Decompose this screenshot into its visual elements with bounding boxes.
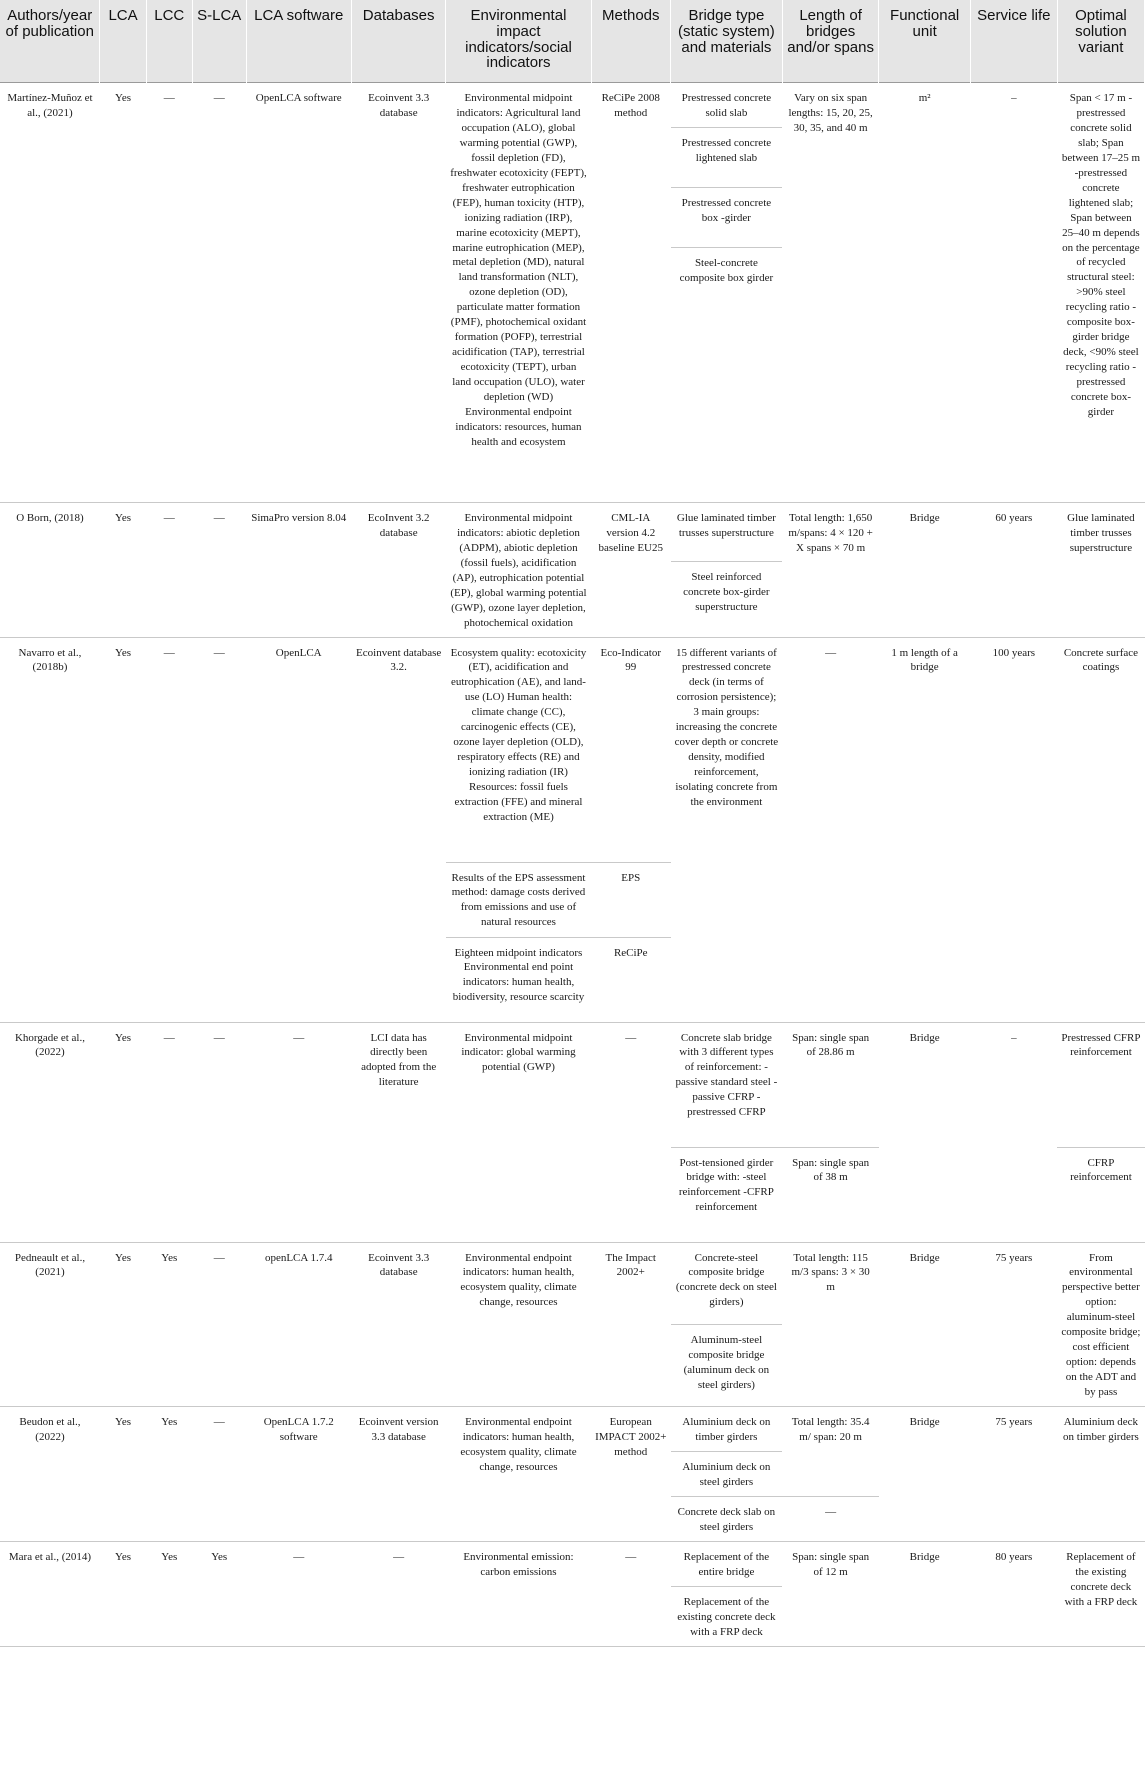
header-authors: Authors/year of publication <box>0 0 100 83</box>
cell-functional-unit: Bridge <box>879 1022 970 1242</box>
cell-optimal: Replacement of the existing concrete deck with a FRP deck <box>1057 1542 1144 1647</box>
cell-methods: ReCiPe 2008 method <box>591 83 671 503</box>
cell-author: Navarro et al., (2018b) <box>0 637 100 1022</box>
cell-bridge-type: Prestressed concrete lightened slab <box>671 127 783 187</box>
cell-bridge-type: Prestressed concrete solid slab <box>671 83 783 128</box>
cell-software: SimaPro version 8.04 <box>246 502 351 637</box>
cell-functional-unit: Bridge <box>879 1542 970 1647</box>
cell-functional-unit: Bridge <box>879 1407 970 1542</box>
cell-functional-unit: Bridge <box>879 1242 970 1407</box>
table-row <box>0 1242 1145 1324</box>
cell-lca: Yes <box>100 83 146 503</box>
cell-functional-unit: 1 m length of a bridge <box>879 637 970 1022</box>
cell-slca: — <box>192 1022 246 1242</box>
cell-lca: Yes <box>100 1022 146 1242</box>
cell-methods: — <box>591 1542 671 1647</box>
cell-bridge-type: Aluminium deck on steel girders <box>671 1452 783 1497</box>
cell-service-life: 80 years <box>970 1542 1057 1647</box>
cell-methods: ReCiPe <box>591 937 671 1022</box>
cell-service-life: – <box>970 1022 1057 1242</box>
header-service-life: Service life <box>970 0 1057 83</box>
cell-database: Ecoinvent database 3.2. <box>351 637 446 1022</box>
cell-slca: — <box>192 502 246 637</box>
cell-indicators: Results of the EPS assessment method: damage costs derived from emissions and use of natural resources <box>446 862 591 937</box>
cell-service-life: 60 years <box>970 502 1057 637</box>
cell-bridge-type: Steel-concrete composite box girder <box>671 247 783 502</box>
cell-bridge-type: Glue laminated timber trusses superstructure <box>671 502 783 561</box>
cell-optimal: Glue laminated timber trusses superstructure <box>1057 502 1144 637</box>
cell-author: Khorgade et al., (2022) <box>0 1022 100 1242</box>
cell-software: openLCA 1.7.4 <box>246 1242 351 1407</box>
cell-length: Total length: 1,650 m/spans: 4 × 120 + X spans × 70 m <box>782 502 879 637</box>
cell-indicators: Environmental midpoint indicator: global warming potential (GWP) <box>446 1022 591 1242</box>
cell-slca: — <box>192 637 246 1022</box>
cell-lcc: Yes <box>146 1542 192 1647</box>
cell-functional-unit: m² <box>879 83 970 503</box>
cell-indicators: Ecosystem quality: ecotoxicity (ET), acidification and eutrophication (AE), and land-use (LO) Human health: climate change (CC), carcinogenic effects (CE), ozone layer depletion (OLD), respiratory effects (RE) and ionizing radiation (IR) Resources: fossil fuels extraction (FFE) and mineral extraction (ME) <box>446 637 591 862</box>
cell-length: — <box>782 637 879 1022</box>
cell-lcc: Yes <box>146 1242 192 1407</box>
cell-lca: Yes <box>100 502 146 637</box>
cell-optimal: CFRP reinforcement <box>1057 1147 1144 1242</box>
cell-bridge-type: Steel reinforced concrete box-girder superstructure <box>671 562 783 637</box>
header-methods: Methods <box>591 0 671 83</box>
header-optimal: Optimal solution variant <box>1057 0 1144 83</box>
cell-lca: Yes <box>100 1542 146 1647</box>
cell-indicators: Environmental endpoint indicators: human health, ecosystem quality, climate change, resources <box>446 1407 591 1542</box>
cell-optimal: Span < 17 m - prestressed concrete solid slab; Span between 17–25 m -prestressed concrete lightened slab; Span between 25–40 m depends on the percentage of recycled structural steel: >90% steel recycling ratio - composite box-girder bridge deck, <90% steel recycling ratio - prestressed concrete box-girder <box>1057 83 1144 503</box>
cell-length: Span: single span of 38 m <box>782 1147 879 1242</box>
cell-indicators: Environmental emission: carbon emissions <box>446 1542 591 1647</box>
header-indicators: Environmental impact indicators/social indicators <box>446 0 591 83</box>
cell-functional-unit: Bridge <box>879 502 970 637</box>
cell-bridge-type: Aluminum-steel composite bridge (aluminum deck on steel girders) <box>671 1324 783 1406</box>
cell-lca: Yes <box>100 1242 146 1407</box>
header-slca: S-LCA <box>192 0 246 83</box>
cell-database: Ecoinvent version 3.3 database <box>351 1407 446 1542</box>
cell-author: Beudon et al., (2022) <box>0 1407 100 1542</box>
table-row <box>0 637 1145 862</box>
cell-methods: European IMPACT 2002+ method <box>591 1407 671 1542</box>
cell-bridge-type: Post-tensioned girder bridge with: -steel reinforcement -CFRP reinforcement <box>671 1147 783 1242</box>
cell-database: Ecoinvent 3.3 database <box>351 1242 446 1407</box>
header-lca-software: LCA software <box>246 0 351 83</box>
cell-lcc: — <box>146 502 192 637</box>
cell-lca: Yes <box>100 1407 146 1542</box>
cell-length: Vary on six span lengths: 15, 20, 25, 30, 35, and 40 m <box>782 83 879 503</box>
cell-database: — <box>351 1542 446 1647</box>
cell-length: Total length: 35.4 m/ span: 20 m <box>782 1407 879 1497</box>
table-row <box>0 1022 1145 1147</box>
cell-bridge-type: 15 different variants of prestressed concrete deck (in terms of corrosion persistence); 3 main groups: increasing the concrete cover depth or concrete density, modified reinforcement, isolating concrete from the environment <box>671 637 783 1022</box>
cell-bridge-type: Concrete deck slab on steel girders <box>671 1497 783 1542</box>
table-row <box>0 1542 1145 1587</box>
cell-optimal: From environmental perspective better option: aluminum-steel composite bridge; cost efficient option: depends on the ADT and by pass <box>1057 1242 1144 1407</box>
cell-software: OpenLCA software <box>246 83 351 503</box>
cell-lcc: — <box>146 637 192 1022</box>
cell-slca: Yes <box>192 1542 246 1647</box>
cell-database: LCI data has directly been adopted from the literature <box>351 1022 446 1242</box>
header-functional-unit: Functional unit <box>879 0 970 83</box>
cell-methods: Eco-Indicator 99 <box>591 637 671 862</box>
cell-service-life: 75 years <box>970 1242 1057 1407</box>
cell-author: Pedneault et al., (2021) <box>0 1242 100 1407</box>
cell-bridge-type: Prestressed concrete box -girder <box>671 187 783 247</box>
header-lcc: LCC <box>146 0 192 83</box>
cell-author: Mara et al., (2014) <box>0 1542 100 1647</box>
cell-database: Ecoinvent 3.3 database <box>351 83 446 503</box>
table-row <box>0 83 1145 128</box>
cell-author: Martínez-Muñoz et al., (2021) <box>0 83 100 503</box>
cell-methods: The Impact 2002+ <box>591 1242 671 1407</box>
cell-methods: CML-IA version 4.2 baseline EU25 <box>591 502 671 637</box>
cell-bridge-type: Concrete-steel composite bridge (concrete deck on steel girders) <box>671 1242 783 1324</box>
cell-length: — <box>782 1497 879 1542</box>
cell-optimal: Prestressed CFRP reinforcement <box>1057 1022 1144 1147</box>
table-row <box>0 502 1145 561</box>
cell-slca: — <box>192 1407 246 1542</box>
cell-indicators: Eighteen midpoint indicators Environmental end point indicators: human health, biodiversity, resource scarcity <box>446 937 591 1022</box>
cell-length: Total length: 115 m/3 spans: 3 × 30 m <box>782 1242 879 1407</box>
table-row <box>0 1407 1145 1452</box>
cell-software: — <box>246 1542 351 1647</box>
cell-service-life: 100 years <box>970 637 1057 1022</box>
cell-software: — <box>246 1022 351 1242</box>
cell-optimal: Aluminium deck on timber girders <box>1057 1407 1144 1542</box>
cell-lcc: — <box>146 1022 192 1242</box>
cell-slca: — <box>192 83 246 503</box>
cell-software: OpenLCA 1.7.2 software <box>246 1407 351 1542</box>
header-lca: LCA <box>100 0 146 83</box>
header-length: Length of bridges and/or spans <box>782 0 879 83</box>
cell-bridge-type: Concrete slab bridge with 3 different types of reinforcement: -passive standard steel -passive CFRP -prestressed CFRP <box>671 1022 783 1147</box>
cell-methods: — <box>591 1022 671 1242</box>
cell-service-life: – <box>970 83 1057 503</box>
cell-bridge-type: Replacement of the entire bridge <box>671 1542 783 1587</box>
cell-length: Span: single span of 12 m <box>782 1542 879 1647</box>
cell-author: O Born, (2018) <box>0 502 100 637</box>
cell-slca: — <box>192 1242 246 1407</box>
cell-methods: EPS <box>591 862 671 937</box>
cell-service-life: 75 years <box>970 1407 1057 1542</box>
cell-indicators: Environmental midpoint indicators: abiotic depletion (ADPM), abiotic depletion (fossil fuels), acidification (AP), eutrophication potential (EP), global warming potential (GWP), ozone layer depletion, photochemical oxidation <box>446 502 591 637</box>
cell-database: EcoInvent 3.2 database <box>351 502 446 637</box>
cell-bridge-type: Aluminium deck on timber girders <box>671 1407 783 1452</box>
cell-indicators: Environmental midpoint indicators: Agricultural land occupation (ALO), global warming potential (GWP), fossil depletion (FD), freshwater ecotoxicity (FEPT), freshwater eutrophication (FEP), human toxicity (HTP), ionizing radiation (IRP), marine ecotoxicity (MEPT), marine eutrophication (MEP), metal depletion (MD), natural land transformation (NLT), ozone depletion (OD), particulate matter formation (PMF), photochemical oxidant formation (POFP), terrestrial acidification (TAP), terrestrial ecotoxicity (TEPT), urban land occupation (ULO), water depletion (WD) Environmental endpoint indicators: resources, human health and ecosystem <box>446 83 591 503</box>
cell-length: Span: single span of 28.86 m <box>782 1022 879 1147</box>
cell-indicators: Environmental endpoint indicators: human health, ecosystem quality, climate change, resources <box>446 1242 591 1407</box>
header-databases: Databases <box>351 0 446 83</box>
cell-software: OpenLCA <box>246 637 351 1022</box>
cell-optimal: Concrete surface coatings <box>1057 637 1144 1022</box>
header-bridge-type: Bridge type (static system) and materials <box>671 0 783 83</box>
header-row <box>0 0 1145 83</box>
cell-lcc: Yes <box>146 1407 192 1542</box>
cell-lcc: — <box>146 83 192 503</box>
cell-bridge-type: Replacement of the existing concrete deck with a FRP deck <box>671 1587 783 1647</box>
cell-lca: Yes <box>100 637 146 1022</box>
